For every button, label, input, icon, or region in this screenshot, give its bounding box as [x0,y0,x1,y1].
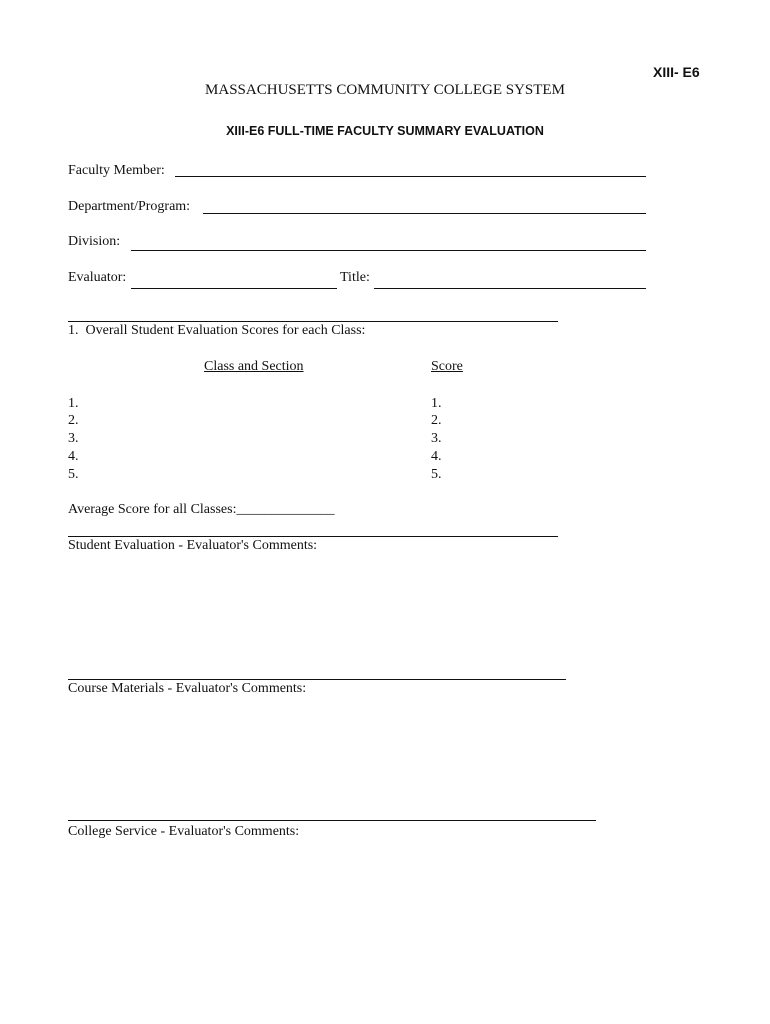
course-materials-divider [68,679,566,680]
title-label: Title: [340,270,370,285]
title-line[interactable] [374,288,646,289]
division-line[interactable] [131,250,646,251]
faculty-member-line[interactable] [175,176,646,177]
evaluator-line[interactable] [131,288,337,289]
form-title: XIII-E6 FULL-TIME FACULTY SUMMARY EVALUATION [226,124,544,138]
college-service-comments-area[interactable] [68,844,646,994]
class-section-header: Class and Section [204,359,304,374]
class-row-number: 5. [68,467,79,482]
score-row-number: 4. [431,449,442,464]
class-row-number: 2. [68,413,79,428]
score-row-number: 2. [431,413,442,428]
class-row-number: 4. [68,449,79,464]
college-service-divider [68,820,596,821]
course-materials-comments-label: Course Materials - Evaluator's Comments: [68,681,307,696]
score-row-number: 3. [431,431,442,446]
course-materials-comments-area[interactable] [68,701,646,813]
section-divider [68,321,558,322]
class-row-number: 3. [68,431,79,446]
system-title: MASSACHUSETTS COMMUNITY COLLEGE SYSTEM [205,82,565,98]
department-program-label: Department/Program: [68,199,191,214]
section1-heading: 1. Overall Student Evaluation Scores for each Class: [68,323,366,338]
score-row-number: 5. [431,467,442,482]
student-evaluation-comments-area[interactable] [68,558,646,674]
faculty-member-label: Faculty Member: [68,163,165,178]
student-evaluation-divider [68,536,558,537]
form-code: XIII- E6 [653,64,700,80]
student-evaluation-comments-label: Student Evaluation - Evaluator's Comments: [68,538,318,553]
score-row-number: 1. [431,396,442,411]
division-label: Division: [68,234,121,249]
department-program-line[interactable] [203,213,646,214]
evaluator-label: Evaluator: [68,270,127,285]
score-header: Score [431,359,463,374]
class-row-number: 1. [68,396,79,411]
college-service-comments-label: College Service - Evaluator's Comments: [68,824,300,839]
average-score-label: Average Score for all Classes:______________ [68,502,335,517]
